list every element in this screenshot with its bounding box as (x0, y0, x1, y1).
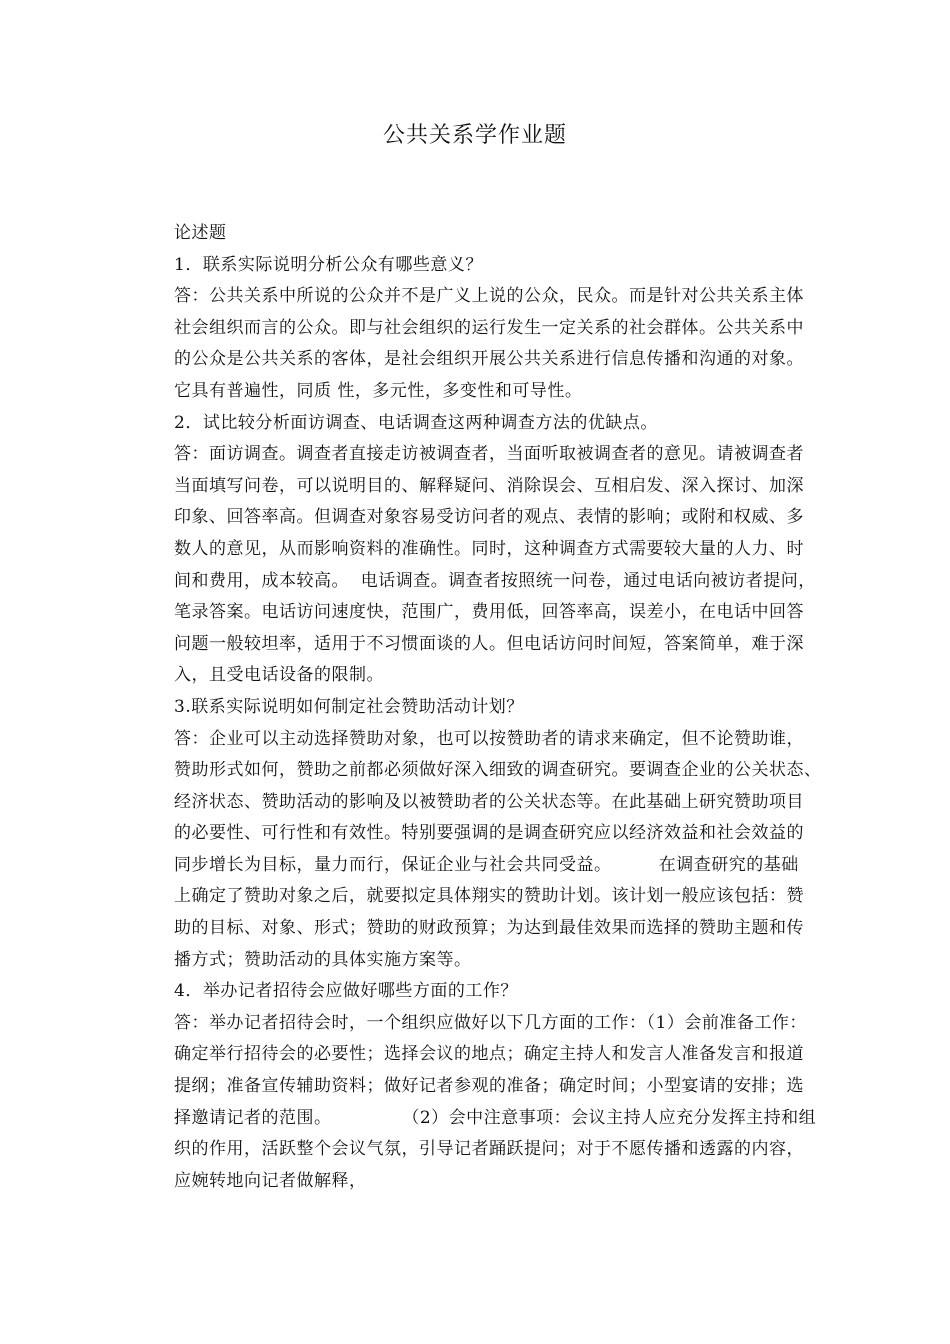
section-heading: 论述题 (174, 223, 227, 243)
answer-2-line: 当面填写问卷，可以说明目的、解释疑问、消除误会、互相启发、深入探讨、加深 (174, 475, 804, 496)
answer-2-line: 笔录答案。电话访问速度快，范围广，费用低，回答率高，误差小，在电话中回答 (174, 602, 804, 623)
answer-1-line: 社会组织而言的公众。即与社会组织的运行发生一定关系的社会群体。公共关系中 (174, 317, 804, 338)
answer-4-line: 择邀请记者的范围。 （2）会中注意事项：会议主持人应充分发挥主持和组 (174, 1107, 817, 1128)
answer-3-line: 播方式；赞助活动的具体实施方案等。 (174, 949, 472, 970)
answer-3-line: 助的目标、对象、形式；赞助的财政预算；为达到最佳效果而选择的赞助主题和传 (174, 918, 804, 939)
answer-2-line: 答：面访调查。调查者直接走访被调查者，当面听取被调查者的意见。请被调查者 (174, 444, 804, 465)
answer-4-line: 织的作用，活跃整个会议气氛，引导记者踊跃提问；对于不愿传播和透露的内容， (174, 1139, 804, 1160)
answer-4-line: 应婉转地向记者做解释， (174, 1170, 367, 1191)
answer-1-line: 它具有普遍性，同质 性，多元性，多变性和可导性。 (174, 380, 583, 401)
answer-3-line: 的必要性、可行性和有效性。特别要强调的是调查研究应以经济效益和社会效益的 (174, 823, 804, 844)
answer-3-line: 答：企业可以主动选择赞助对象，也可以按赞助者的请求来确定，但不论赞助谁， (174, 728, 804, 749)
document-title: 公共关系学作业题 (382, 123, 567, 148)
answer-4-line: 答：举办记者招待会时，一个组织应做好以下几方面的工作：（1）会前准备工作： (174, 1012, 807, 1033)
document-body (174, 218, 862, 1197)
question-1: 1．联系实际说明分析公众有哪些意义？ (174, 254, 483, 275)
question-4: 4．举办记者招待会应做好哪些方面的工作？ (174, 981, 518, 1002)
answer-2-line: 间和费用，成本较高。 电话调查。调查者按照统一问卷，通过电话向被访者提问， (174, 570, 816, 591)
answer-3-line: 上确定了赞助对象之后，就要拟定具体翔实的赞助计划。该计划一般应该包括：赞 (174, 886, 804, 907)
answer-2-line: 印象、回答率高。但调查对象容易受访问者的观点、表情的影响；或附和权威、多 (174, 507, 804, 528)
answer-1-line: 的公众是公共关系的客体，是社会组织开展公共关系进行信息传播和沟通的对象。 (174, 349, 804, 370)
answer-3-line: 赞助形式如何，赞助之前都必须做好深入细致的调查研究。要调查企业的公关状态、 (174, 760, 822, 781)
answer-3-line: 经济状态、赞助活动的影响及以被赞助者的公关状态等。在此基础上研究赞助项目 (174, 791, 804, 812)
answer-1-line: 答：公共关系中所说的公众并不是广义上说的公众，民众。而是针对公共关系主体 (174, 286, 804, 307)
answer-2-line: 问题一般较坦率，适用于不习惯面谈的人。但电话访问时间短，答案简单，难于深 (174, 633, 804, 654)
question-3: 3.联系实际说明如何制定社会赞助活动计划？ (174, 696, 524, 717)
answer-2-line: 数人的意见，从而影响资料的准确性。同时，这种调查方式需要较大量的人力、时 (174, 538, 804, 559)
answer-2-line: 入，且受电话设备的限制。 (174, 665, 384, 686)
answer-3-line: 同步增长为目标，量力而行，保证企业与社会共同受益。 在调查研究的基础 (174, 854, 799, 875)
answer-4-line: 确定举行招待会的必要性；选择会议的地点；确定主持人和发言人准备发言和报道 (174, 1044, 804, 1065)
question-2: 2．试比较分析面访调查、电话调查这两种调查方法的优缺点。 (174, 412, 658, 433)
answer-4-line: 提纲；准备宣传辅助资料；做好记者参观的准备；确定时间；小型宴请的安排；选 (174, 1076, 804, 1097)
